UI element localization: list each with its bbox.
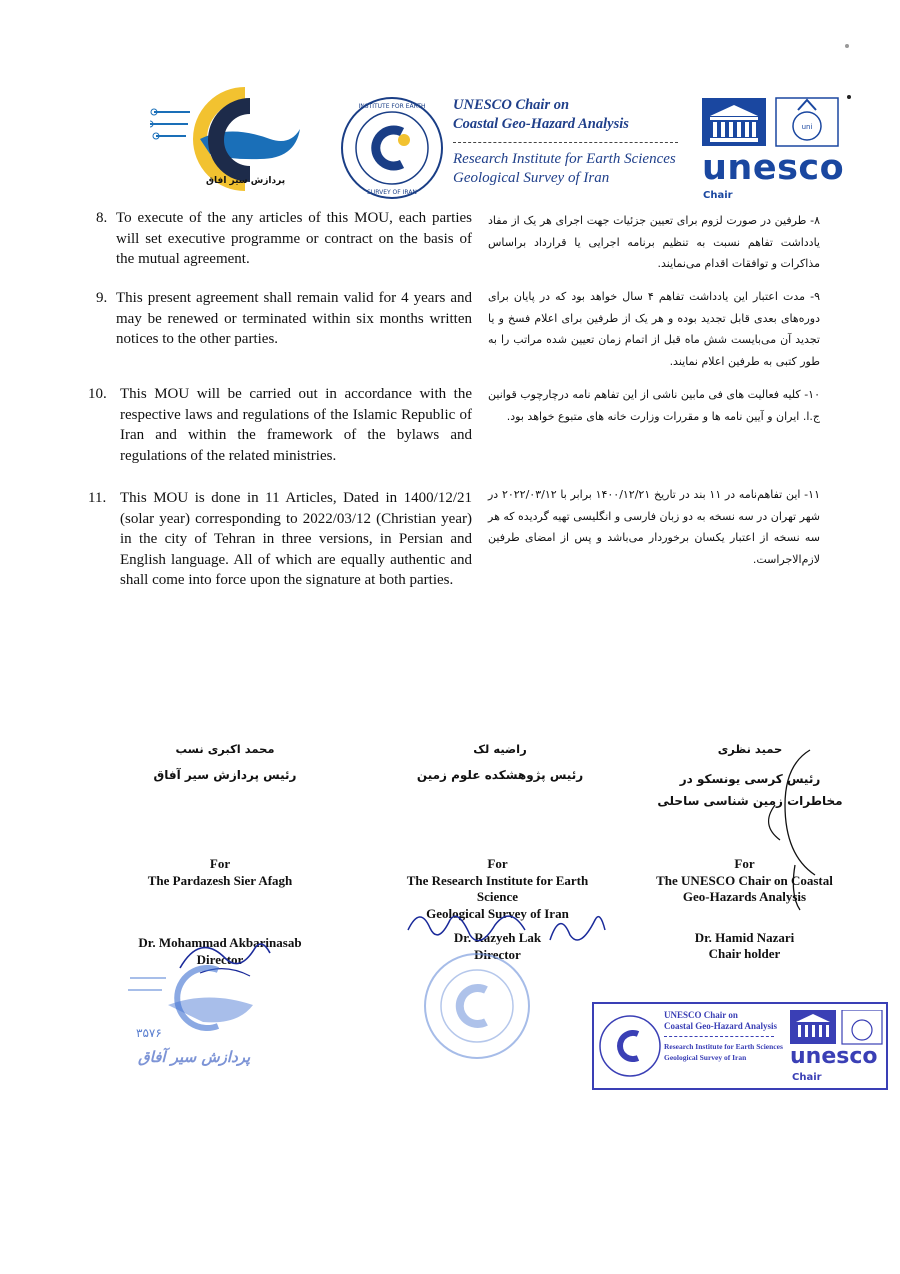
signatory-1-persian xyxy=(130,742,320,782)
persian-article-8: ۸- طرفین در صورت لزوم برای تعیین جزئیات جهت اجرای هر یک از مفاد یادداشت تفاهم نسبت به تنظیم برنامه اجرایی یا قرارداد براساس مذاکرات و توافقات اقدام می‌نمایند. xyxy=(488,214,820,270)
stamp-text xyxy=(664,1010,783,1063)
for-label: For xyxy=(487,856,508,871)
article-number: 10. xyxy=(88,386,107,402)
svg-text:uni: uni xyxy=(801,123,813,131)
unesco-logo xyxy=(700,96,845,206)
article-text: This MOU is done in 11 Articles, Dated in 1400/12/21 (solar year) corresponding to 2022/03/12 (Christian year) in the city of Tehran in three versions, in Persian and English language. All of which are equally authentic and shall come into force upon the signature at both parties. xyxy=(120,490,472,589)
signatory-role: Director xyxy=(474,946,521,962)
signature-nazari xyxy=(755,745,835,915)
signatory-name-fa: محمد اکبری نسب xyxy=(175,742,275,756)
unesco-wordmark: unesco xyxy=(702,148,845,188)
chair-line-1: UNESCO Chair on xyxy=(453,97,570,113)
scan-speck xyxy=(845,44,849,48)
unesco-chair-stamp xyxy=(592,1002,888,1090)
signatory-person: Dr. Razyeh Lak xyxy=(453,930,542,945)
signatory-2-persian xyxy=(400,742,600,782)
signatory-org-2: Geological Survey of Iran xyxy=(426,905,569,921)
article-text: This present agreement shall remain valid for 4 years and may be renewed or terminated within six months written notices to the other parties. xyxy=(116,290,472,348)
scan-speck xyxy=(847,95,851,99)
header-divider xyxy=(453,142,678,143)
signatory-org: The UNESCO Chair on Coastal Geo-Hazards Analysis xyxy=(656,872,833,904)
english-article-11 xyxy=(88,488,472,591)
stamp-line-4: Geological Survey of Iran xyxy=(664,1053,747,1062)
stamp-unesco-temple-icon xyxy=(790,1010,884,1046)
signatory-org: The Research Institute for Earth Science xyxy=(406,872,589,904)
stamp-caption: پردازش سیر آفاق xyxy=(138,1048,251,1066)
article-text: This MOU will be carried out in accordance with the respective laws and regulations of the Islamic Republic of Iran and within the framework of the bylaws and regulations of the related ministries. xyxy=(120,386,472,464)
stamp-unesco-wordmark: unesco xyxy=(790,1044,878,1069)
institute-line-1: Research Institute for Earth Sciences xyxy=(453,151,676,167)
signatory-title-fa: رئیس کرسی یونسکو در مخاطرات زمین شناسی ساحلی xyxy=(657,772,843,808)
article-text: To execute of the any articles of this MOU, each parties will set executive programme or contract on the basis of the mutual agreement. xyxy=(116,210,472,268)
stamp-gsi-seal-icon xyxy=(598,1010,662,1082)
gsi-seal xyxy=(338,94,446,202)
pardazesh-logo-caption: پردازش سیر افاق xyxy=(206,176,286,186)
article-number: 8. xyxy=(96,210,108,226)
signatory-person: Dr. Hamid Nazari xyxy=(694,929,795,945)
stamp-line-2: Coastal Geo-Hazard Analysis xyxy=(664,1021,778,1031)
stamp-line-1: UNESCO Chair on xyxy=(664,1010,738,1020)
for-label: For xyxy=(209,856,231,871)
signatory-title-fa: رئیس پردازش سیر آفاق xyxy=(153,768,297,782)
article-number: 11. xyxy=(88,490,107,506)
gsi-stamp xyxy=(412,950,542,1060)
svg-text:INSTITUTE FOR EARTH: INSTITUTE FOR EARTH xyxy=(358,103,426,110)
stamp-unesco-chair: Chair xyxy=(792,1072,822,1083)
signatory-name-fa: حمید نظری xyxy=(717,742,783,756)
signatory-name-fa: راضیه لک xyxy=(473,742,527,756)
persian-article-9: ۹- مدت اعتبار این یادداشت تفاهم ۴ سال خواهد بود که در پایان برای دوره‌های بعدی قابل تجدید بوده و هر یک از طرفین برای اعلام فسخ و یا تجدید آن می‌بایست شش ماه قبل از اتمام زمان تعیین شده مراتب را به طور کتبی به طرفین اعلام نمایند. xyxy=(488,290,820,368)
signatory-role: Chair holder xyxy=(708,946,781,961)
article-number: 9. xyxy=(96,290,108,306)
persian-article-11: ۱۱- این تفاهم‌نامه در ۱۱ بند در تاریخ ۱۴۰۰/۱۲/۲۱ برابر با ۲۰۲۲/۰۳/۱۲ در شهر تهران در سه نسخه به دو زبان فارسی و انگلیسی تهیه گردیده که هر سه نسخه از اعتبار یکسان برخوردار می‌باشد و پس از امضای طرفین لازم‌الاجراست. xyxy=(488,488,820,566)
signatory-person: Dr. Mohammad Akbarinasab xyxy=(138,935,302,950)
english-article-10 xyxy=(88,384,472,466)
english-article-9 xyxy=(96,288,472,350)
institute-line-2: Geological Survey of Iran xyxy=(453,170,610,186)
header-chair-title xyxy=(453,96,703,188)
stamp-line-3: Research Institute for Earth Sciences xyxy=(664,1042,783,1051)
unesco-temple-icon xyxy=(700,96,840,148)
for-label: For xyxy=(734,856,755,871)
chair-line-2: Coastal Geo-Hazard Analysis xyxy=(453,116,629,132)
signatory-role: Director xyxy=(196,951,244,967)
pardazesh-logo xyxy=(150,84,310,196)
pardazesh-stamp xyxy=(128,960,268,1080)
stamp-divider xyxy=(664,1036,774,1037)
english-article-8 xyxy=(96,208,472,270)
signatory-title-fa: رئیس پژوهشکده علوم زمین xyxy=(416,768,584,782)
persian-article-10: ۱۰- کلیه فعالیت های فی مابین ناشی از این تفاهم نامه درچارچوب قوانین ج.ا. ایران و آیین نامه ها و مقررات وزارت خانه های متبوع خواهد بود. xyxy=(488,388,820,423)
stamp-number: ۳۵۷۶ xyxy=(136,1026,162,1040)
signatory-org: The Pardazesh Sier Afagh xyxy=(147,872,293,888)
svg-text:SURVEY OF IRAN: SURVEY OF IRAN xyxy=(367,189,417,196)
unesco-chair-label: Chair xyxy=(703,190,733,201)
